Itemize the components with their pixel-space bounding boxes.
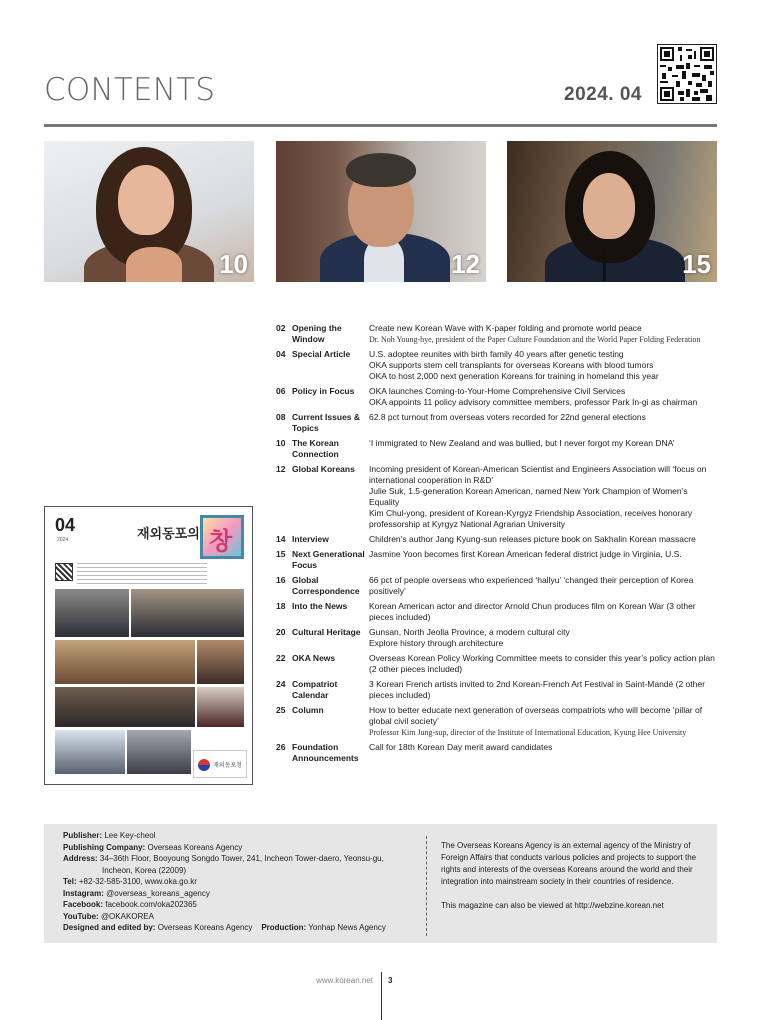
toc-articles (369, 349, 717, 382)
toc-article-title: Kim Chul-yong, president of Korean-Kyrgyz Friendship Association, receives honorary professorship at Kyrgyz National Agrarian University (369, 508, 693, 529)
toc-page-number: 12 (276, 464, 286, 474)
cover-photo (197, 640, 244, 684)
toc-entry[interactable] (276, 386, 717, 408)
photo-page-number: 10 (219, 249, 248, 279)
toc-page-number: 14 (276, 534, 286, 544)
toc-article-title: Gunsan, North Jeolla Province, a modern cultural city (369, 627, 570, 637)
toc-entry[interactable] (276, 601, 717, 623)
toc-page-number: 22 (276, 653, 286, 663)
toc-page-number: 08 (276, 412, 286, 422)
cover-contents-lines (77, 563, 207, 585)
company-label: Publishing Company: (63, 842, 146, 852)
toc-section-name: Compatriot Calendar (292, 679, 338, 700)
imprint-box (44, 824, 717, 943)
imprint-details (63, 830, 423, 934)
toc-article-title: 3 Korean French artists invited to 2nd Korean-French Art Festival in Saint-Mandé (2 other pieces included) (369, 679, 705, 700)
cover-title: 재외동포의 (137, 526, 200, 541)
toc-page-number: 06 (276, 386, 286, 396)
table-of-contents (276, 323, 717, 768)
toc-article-title: Julie Suk, 1.5-generation Korean American, named New York Champion of Women’s Equality (369, 486, 688, 507)
photo-page-number: 15 (682, 249, 711, 279)
toc-article-title: Explore history through architecture (369, 638, 504, 648)
facebook-link[interactable]: facebook.com/oka202365 (105, 900, 197, 909)
toc-articles (369, 679, 717, 701)
cover-photo (127, 730, 191, 774)
toc-article-title: Jasmine Yoon becomes first Korean American federal district judge in Virginia, U.S. (369, 549, 682, 559)
toc-articles (369, 742, 717, 764)
cover-logo (200, 515, 244, 559)
cover-photo (131, 589, 244, 637)
production-label: Production: (261, 923, 307, 932)
feature-photo-2[interactable] (276, 141, 486, 282)
header-rule (44, 124, 717, 127)
toc-entry[interactable] (276, 412, 717, 434)
production: Yonhap News Agency (308, 923, 386, 932)
toc-articles (369, 464, 717, 530)
toc-article-title: 62.8 pct turnout from overseas voters recorded for 22nd general elections (369, 412, 646, 422)
toc-section-name: Special Article (292, 349, 351, 359)
toc-article-byline: Dr. Noh Young-hye, president of the Paper Culture Foundation and the World Paper Folding Federation (369, 335, 701, 344)
publisher: Lee Key-cheol (104, 831, 156, 840)
toc-entry[interactable] (276, 534, 717, 545)
toc-articles (369, 386, 717, 408)
toc-articles (369, 412, 717, 434)
toc-entry[interactable] (276, 349, 717, 382)
tel-label: Tel: (63, 877, 77, 886)
page-title: CONTENTS (44, 72, 216, 108)
toc-page-number: 15 (276, 549, 286, 559)
toc-article-title: ‘I immigrated to New Zealand and was bullied, but I never forgot my Korean DNA’ (369, 438, 675, 448)
cover-photo (55, 589, 129, 637)
toc-entry[interactable] (276, 575, 717, 597)
page-footer (0, 972, 762, 1020)
cover-agency-badge (193, 750, 247, 778)
cover-logo-char: 창 (209, 528, 233, 555)
toc-article-title: Call for 18th Korean Day merit award candidates (369, 742, 553, 752)
toc-articles (369, 705, 717, 738)
toc-article-title: Overseas Korean Policy Working Committee meets to consider this year’s policy action plan (2 other pieces included) (369, 653, 715, 674)
toc-articles (369, 627, 717, 649)
toc-page-number: 16 (276, 575, 286, 585)
toc-section-name: Current Issues & Topics (292, 412, 361, 433)
address-line-2: Incheon, Korea (22009) (102, 865, 187, 875)
toc-entry[interactable] (276, 705, 717, 738)
instagram-label: Instagram: (63, 888, 104, 898)
toc-section-name: Foundation Announcements (292, 742, 359, 763)
toc-section-name: Into the News (292, 601, 348, 611)
toc-section-name: Column (292, 705, 324, 715)
toc-page-number: 18 (276, 601, 286, 611)
toc-section-name: Opening the Window (292, 323, 342, 344)
toc-article-title: OKA launches Coming-to-Your-Home Comprehensive Civil Services (369, 386, 626, 396)
publisher-label: Publisher: (63, 831, 103, 840)
toc-entry[interactable] (276, 742, 717, 764)
toc-article-title: How to better educate next generation of overseas compatriots who will become ‘pillar of global civil society’ (369, 705, 703, 726)
photo-page-number: 12 (451, 249, 480, 279)
toc-entry[interactable] (276, 627, 717, 649)
publishing-company: Overseas Koreans Agency (147, 842, 243, 852)
toc-section-name: OKA News (292, 653, 336, 663)
toc-page-number: 20 (276, 627, 286, 637)
toc-article-title: Children’s author Jang Kyung-sun releases picture book on Sakhalin Korean massacre (369, 534, 696, 544)
toc-page-number: 25 (276, 705, 286, 715)
toc-section-name: Global Koreans (292, 464, 355, 474)
toc-articles (369, 575, 717, 597)
toc-page-number: 26 (276, 742, 286, 752)
agency-description (441, 840, 706, 912)
toc-article-title: OKA to host 2,000 next generation Koreans for training in homeland this year (369, 371, 659, 381)
toc-articles (369, 534, 717, 545)
toc-entry[interactable] (276, 323, 717, 345)
address-line-1: 34–36th Floor, Booyoung Songdo Tower, 241, Incheon Tower-daero, Yeonsu-gu, (99, 854, 384, 863)
cover-photo (55, 730, 125, 774)
toc-section-name: Cultural Heritage (292, 627, 361, 637)
cover-qr-icon (55, 563, 73, 581)
issue-date: 2024. 04 (564, 84, 642, 105)
toc-article-title: Create new Korean Wave with K-paper folding and promote world peace (369, 323, 642, 333)
toc-entry[interactable] (276, 438, 717, 460)
toc-entry[interactable] (276, 464, 717, 530)
page-divider (381, 972, 382, 1020)
toc-page-number: 04 (276, 349, 286, 359)
address-label: Address: (63, 854, 98, 863)
toc-article-title: U.S. adoptee reunites with birth family 40 years after genetic testing (369, 349, 624, 359)
webzine-link[interactable]: This magazine can also be viewed at http://webzine.korean.net (441, 901, 664, 910)
toc-articles (369, 549, 717, 571)
toc-article-title: Incoming president of Korean-American Scientist and Engineers Association will ‘focus on international cooperation in R&D’ (369, 464, 707, 485)
toc-section-name: The Korean Connection (292, 438, 339, 459)
feature-photo-3[interactable] (507, 141, 717, 282)
toc-entry[interactable] (276, 549, 717, 571)
toc-entry[interactable] (276, 653, 717, 675)
toc-article-title: OKA appoints 11 policy advisory committee members, professor Park In-gi as chairman (369, 397, 698, 407)
telephone[interactable]: +82-32-585-3100, www.oka.go.kr (78, 877, 197, 886)
toc-articles (369, 601, 717, 623)
facebook-label: Facebook: (63, 900, 104, 909)
designer: Overseas Koreans Agency (157, 923, 253, 932)
page-number: 3 (388, 976, 393, 985)
cover-photo (55, 640, 195, 684)
instagram-handle[interactable]: @overseas_koreans_agency (106, 888, 210, 898)
youtube-handle[interactable]: @OKAKOREA (100, 911, 154, 921)
cover-year: 2024 (57, 537, 69, 543)
youtube-label: YouTube: (63, 911, 99, 921)
toc-page-number: 24 (276, 679, 286, 689)
toc-article-title: Korean American actor and director Arnold Chun produces film on Korean War (3 other pieces included) (369, 601, 696, 622)
magazine-cover-thumbnail[interactable] (44, 506, 253, 785)
toc-article-title: 66 pct of people overseas who experienced ‘hallyu’ ‘changed their perception of Korea positively’ (369, 575, 694, 596)
toc-section-name: Interview (292, 534, 329, 544)
toc-entry[interactable] (276, 679, 717, 701)
toc-section-name: Next Generational Focus (292, 549, 365, 570)
toc-articles (369, 323, 717, 345)
taegeuk-icon (198, 759, 210, 771)
toc-page-number: 10 (276, 438, 286, 448)
feature-photo-1[interactable] (44, 141, 254, 282)
cover-badge-label: 재외동포청 (213, 763, 242, 769)
toc-section-name: Policy in Focus (292, 386, 355, 396)
toc-articles (369, 653, 717, 675)
cover-photo (55, 687, 195, 727)
cover-photo (197, 687, 244, 727)
qr-code-icon[interactable] (657, 44, 717, 104)
cover-issue-number: 04 (55, 515, 76, 535)
designed-label: Designed and edited by: (63, 923, 156, 932)
toc-section-name: Global Correspondence (292, 575, 360, 596)
toc-articles (369, 438, 717, 460)
site-url[interactable]: www.korean.net (316, 976, 373, 985)
toc-article-title: OKA supports stem cell transplants for overseas Koreans with blood tumors (369, 360, 654, 370)
toc-page-number: 02 (276, 323, 286, 333)
agency-about: The Overseas Koreans Agency is an external agency of the Ministry of Foreign Affairs that conducts various policies and projects to support the rights and interests of the overseas Koreans around the world and their integration into mainstream society in their countries of residence. (441, 841, 697, 886)
toc-article-byline: Professor Kim Jung-sup, director of the Institute of International Education, Kyung Hee University (369, 728, 687, 737)
imprint-divider (426, 836, 427, 936)
